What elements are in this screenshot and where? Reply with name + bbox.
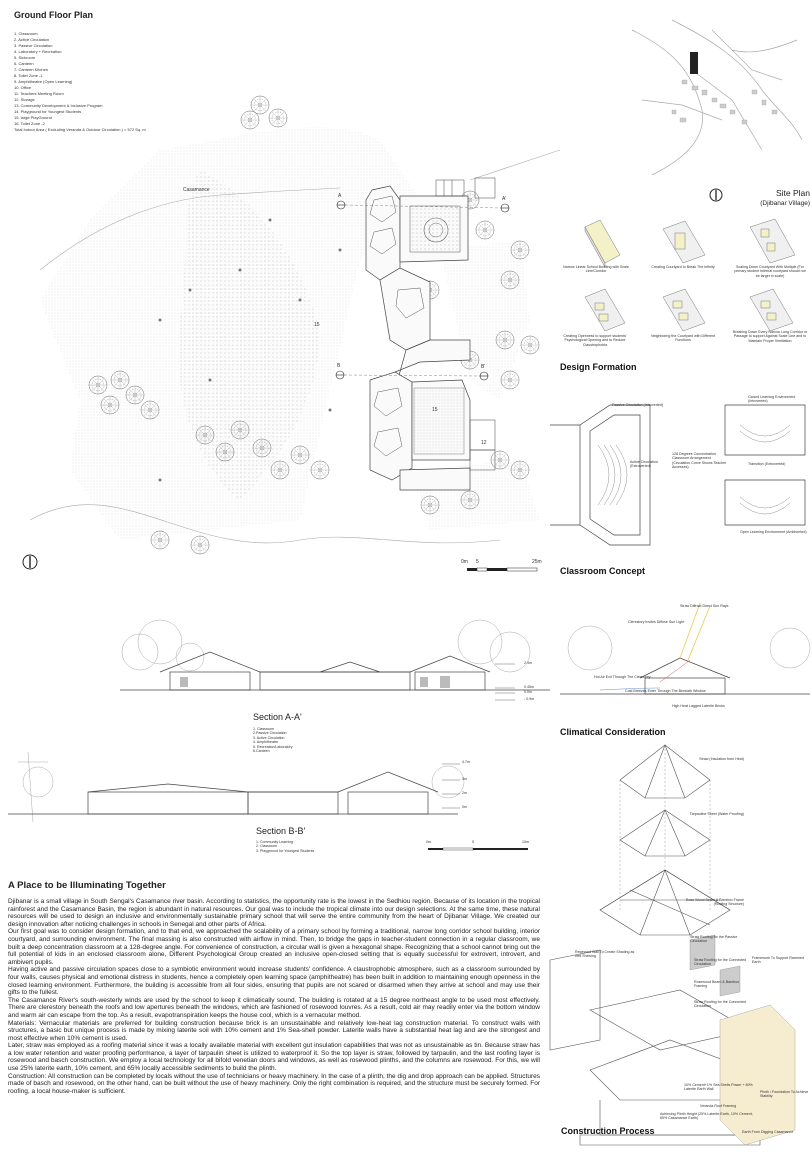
ground-floor-legend-item: 16. Toilet Zone -2 [14, 121, 45, 126]
section-aa-legend-item: 3. Active Circulation [253, 735, 285, 740]
zone-label-15: 15 [314, 322, 320, 328]
zone-label-15b: 15 [432, 407, 438, 413]
scale-end: 25m [532, 559, 542, 565]
site-plan-map [612, 10, 802, 180]
construction-straw-label: Straw (Insulation from Heat) [699, 757, 744, 761]
section-mark-b2: B' [481, 364, 486, 370]
construction-roof-passive-label: Straw Roofing for the Passive Circulation [690, 935, 738, 944]
bb-scale-mid: 5 [472, 840, 474, 844]
section-bb-legend [256, 840, 314, 853]
ground-floor-legend-item: Total Indoor Area ( Excluding Veranda & Outdoor Circulation ) = 572 Sq. m [14, 127, 146, 132]
bb-scale-end: 10m [522, 840, 529, 844]
ground-floor-legend-item: 2. Active Circulation [14, 37, 50, 42]
ground-floor-legend-item: 3. Passive Circulation [14, 43, 53, 48]
article-paragraph: Having active and passive circulation spaces close to a symbiotic environment would increase students' confidence. A claustrophobic atmosphere, such as a classroom surrounded by four walls, causes physical and emotional distress in students, hence a completely open learning space (amphitheatre) has been built in addition to maintaining enough openness in the closed learning environment. Furthermore, the building is accessible from all four sides, ensuring that pupils are not scared or disarmed when they arrive at school and may use their gifts to the fullest. [8, 966, 540, 997]
section-aa-level-1: 2.4m [524, 661, 532, 665]
article-paragraph: Our first goal was to consider design formation, and to that end, we approached the scalability of a primary school by forming a traditional, narrow long corridor school building, interior courtyard, and surrounding environment. The final massing is also constructed with airflow in mind. Then, to bridge the gaps in teacher-student connection in a regular classroom, we built a deep concentration classroom at a 128-degree angle. For convenience of construction, a circular wall is given a hexagonal shape. Recognizing that a school cannot bring out the full potential of kids in an enclosed classroom alone, Different Psychological Group created an inclusive open-closed setting that is equally successful for extrovert, introvert, and ambivert pupils. [8, 928, 540, 966]
ground-floor-legend-item: 13. Community Development & Inclusive Program [14, 103, 103, 108]
section-aa-level-3: 0.0m [524, 690, 532, 694]
article-paragraph: Djibanar is a small village in South Sengal's Casamance river basin. According to statistics, the opportunity rate is the lowest in the Sedhiou region. Because of its location in the tropical rainforest and the Casamance Basin, the region is abundant in natural resources. Our goal was to include the tropical climate into our design selections. At the same time, these natural resources will be used to design an inclusive and environmentally sustainable primary school that will serve the entire community from the heart of Djibanar Village. We created our design innovation after noticing challenges in schools in Senegal and other parts of Africa. [8, 898, 540, 928]
section-aa-legend-item: 5. Recreation/Laboratory [253, 744, 293, 749]
concept-transition-label: Transition (Extroverted) [748, 462, 786, 466]
climatical-title: Climatical Consideration [560, 727, 666, 737]
section-mark-a: A [338, 193, 342, 199]
article-title: A Place to be Illuminating Together [8, 880, 166, 891]
section-bb-level-2: 3m [462, 777, 467, 781]
formation-caption-5: Neighboring the Courtyard with Different Functions [650, 334, 716, 343]
construction-recessed-label: Recessed Wall To Create Shading as well Shelving [575, 950, 635, 959]
section-aa-legend-item: 2.Passive Circulation [253, 731, 287, 736]
article-paragraph: Construction: All construction can be completed by locals without the use of technicians or heavy machinery. In the case of a plinth, the dig and drop approach can be applied. Structures made of basch and rosewood, on the other hand, can be built without the use of heavy machinery. Only the right combination is required, and the structure must be securely formed. For roofing, a local house-maker is sufficient. [8, 1072, 540, 1095]
section-aa-drawing [120, 612, 550, 712]
formation-caption-4: Creating Openness to support students' Psychological Opening and to Reduce Claustrophobia [563, 334, 627, 347]
section-aa-level-4: - 0.9m [524, 697, 535, 701]
design-formation-title: Design Formation [560, 362, 637, 372]
section-mark-b: B [337, 363, 341, 369]
concept-closed-label: Closed Learning Environment (Introverted) [748, 395, 796, 404]
section-bb-level-1: 4.7m [462, 760, 470, 764]
construction-rosewood-label: Rosewood Beam & Bamboo Framing [694, 980, 740, 989]
bb-scale-start: 0m [426, 840, 431, 844]
river-label: Casamance [183, 187, 210, 193]
section-aa-level-2: 0.45m [524, 685, 534, 689]
formation-caption-1: Narrow Linear School Building with Scale Line/Corridor [563, 265, 629, 274]
ground-floor-legend-item: 5. Sickroom [14, 55, 36, 60]
climate-breeze-label: Cold Breezes Enter Through The Beneath Window [625, 689, 706, 693]
ground-floor-legend-item: 15. large PlayGround [14, 115, 52, 120]
site-plan-title: Site Plan [775, 188, 810, 198]
concept-active-label: Active Circulation (Extroverted) [630, 460, 658, 469]
construction-roof-connected-label: Straw Roofing for the Connected Circulation [694, 958, 747, 967]
climate-plinth-label: High Heat Lagged Laterite Bricks [672, 704, 725, 708]
concept-concentration-label: 128 Degrees Concentration Classroom Arrangement (Circulation Curve Shows Teacher Accesses) [672, 452, 727, 470]
formation-caption-6: Breaking Down Every Narrow Long Corridor or Passage to support Against Scale Line and to Maintain Proper Ventilation [732, 330, 808, 343]
construction-framework-label: Framework To Support Rammed Earth [752, 956, 804, 965]
concept-passive-label: Passive Circulation (Introverted) [612, 403, 664, 407]
construction-title: Construction Process [561, 1126, 655, 1136]
ground-floor-legend-item: 12. Storage [14, 97, 35, 102]
construction-wall-mix-label: 10% Cement+1% Sea Shells Power + 89% Laterite Earth Wall [684, 1083, 753, 1092]
climate-clerestory-label: Clerestory Invites Diffuse Sun Light [628, 620, 685, 624]
section-bb-level-3: 2m [462, 791, 467, 795]
section-bb-title: Section B-B' [256, 826, 306, 836]
section-mark-a2: A' [502, 196, 507, 202]
section-bb-legend-item: 1. Community Learning [256, 840, 294, 844]
scale-start: 0m [461, 559, 468, 565]
site-plan-subtitle: (Djibanar Village) [760, 200, 810, 207]
section-bb-level-4: 0m [462, 805, 467, 809]
concept-open-label: Open Learning Environment (Ambiverted) [740, 530, 807, 534]
ground-floor-legend-item: 11. Teachers Meeting Room [14, 91, 64, 96]
ground-floor-legend-item: 8. Toilet Zone -1 [14, 73, 43, 78]
formation-caption-3: Scaling Down Courtyard With Multiple (For primary student Internal courtyard should not be larger in scale) [734, 265, 806, 278]
formation-caption-2: Creating Courtyard to Break The Infinity [651, 265, 715, 269]
ground-floor-legend-item: 10. Office [14, 85, 32, 90]
section-bb-drawing [8, 742, 458, 832]
climate-hotair-label: Hot Air Exit Through The Clerestory [594, 675, 651, 679]
section-bb-legend-item: 2. Classroom [256, 844, 278, 849]
ground-floor-legend-item: 7. Canteen Kitchen [14, 67, 49, 72]
section-aa-legend-item: 6.Canteen [253, 749, 270, 754]
construction-tarp-label: Tarpauline Sheet (Water Proofing) [689, 812, 744, 816]
article-paragraph: The Casamance River's south-westerly winds are used by the school to keep it climatically sound. The building is rotated at a 15 degree northeast angle to be used most effectively. There are clerestory beneath the roofs and low apertures beneath the windows, which are fashioned of rosewood louvres. As a result, cold air may readily enter via the bottom window and warm air can escape from the top. As a result, evapotranspiration keeps the house cool, which is a vernacular method. [8, 996, 540, 1019]
section-aa-legend-item: 4. Amphitheatre [253, 740, 279, 745]
ground-floor-plan [0, 0, 560, 580]
section-aa-legend-item: 1. Classroom [253, 727, 275, 731]
section-bb-scale-bar [428, 848, 538, 854]
ground-floor-legend-item: 14. Playground for Youngest Students [14, 109, 82, 114]
construction-frame-label: Rose Wood Beam & Bamboo Frame (Roofing Structure) [685, 898, 744, 907]
construction-earth-label: Earth From Digging Casamance [742, 1130, 794, 1134]
article-body [8, 898, 540, 1095]
ground-floor-legend-item: 1. Classroom [14, 31, 38, 36]
zone-label-12: 12 [481, 440, 487, 446]
classroom-concept-title: Classroom Concept [560, 566, 646, 576]
article-paragraph: Materials: Vernacular materials are preferred for building construction because brick is an unsustainable and relatively low-heat lag construction material. To construct walls with structures, a basic but unique process is made by mixing laterite soil with 10% cement and 1% Sea-shell powder. Laterite walls have a substantial heat lag and are the strongest and most effective when 10% cement is used. [8, 1019, 540, 1042]
construction-roof-connected2-label: Straw Roofing for the Connected Circulation [694, 1000, 747, 1009]
construction-veranda-label: Veranda Roof Framing [700, 1104, 737, 1108]
section-bb-legend-item: 3. Playground for Youngest Students [256, 848, 315, 853]
ground-floor-legend-item: 9. Amphitheatre (Open Learning) [14, 79, 73, 84]
article-paragraph: Later, straw was employed as a roofing material since it was a locally available material with excellent gut insulation capabilities that was not as unsustainable as tin. Because straw has a low water retention and water proofing performance, a layer of tarpaulin sheet is utilized to waterproof it. So the top layer is straw, followed by tarpaulin, and the last roofing layer is rosewood and basch construction. We employ a local technology for all bifold venetian doors and windows, as well as rosewood plinths, and the columns are rosewood. For this, we will use 25% laterite earth, 10% cement, and 65% locally accessible sediments to build the plinth. [8, 1042, 540, 1073]
section-aa-title: Section A-A' [253, 712, 302, 722]
construction-plinth-foundation-label: Plinth / Foundation To Achieve Stability [760, 1090, 809, 1099]
ground-floor-legend-item: 6. Canteen [14, 61, 34, 66]
scale-mid: 5 [476, 559, 479, 565]
ground-floor-legend-item: 4. Laboratory + Recreation [14, 49, 62, 54]
ground-floor-title: Ground Floor Plan [14, 10, 93, 20]
climate-sun-label: Straw Diffract Direct Sun Rays [680, 604, 729, 608]
construction-plinth-height-label: Achieving Plinth Height (25% Laterite Earth, 10% Cement, 65% Casamance Earth) [660, 1112, 753, 1121]
